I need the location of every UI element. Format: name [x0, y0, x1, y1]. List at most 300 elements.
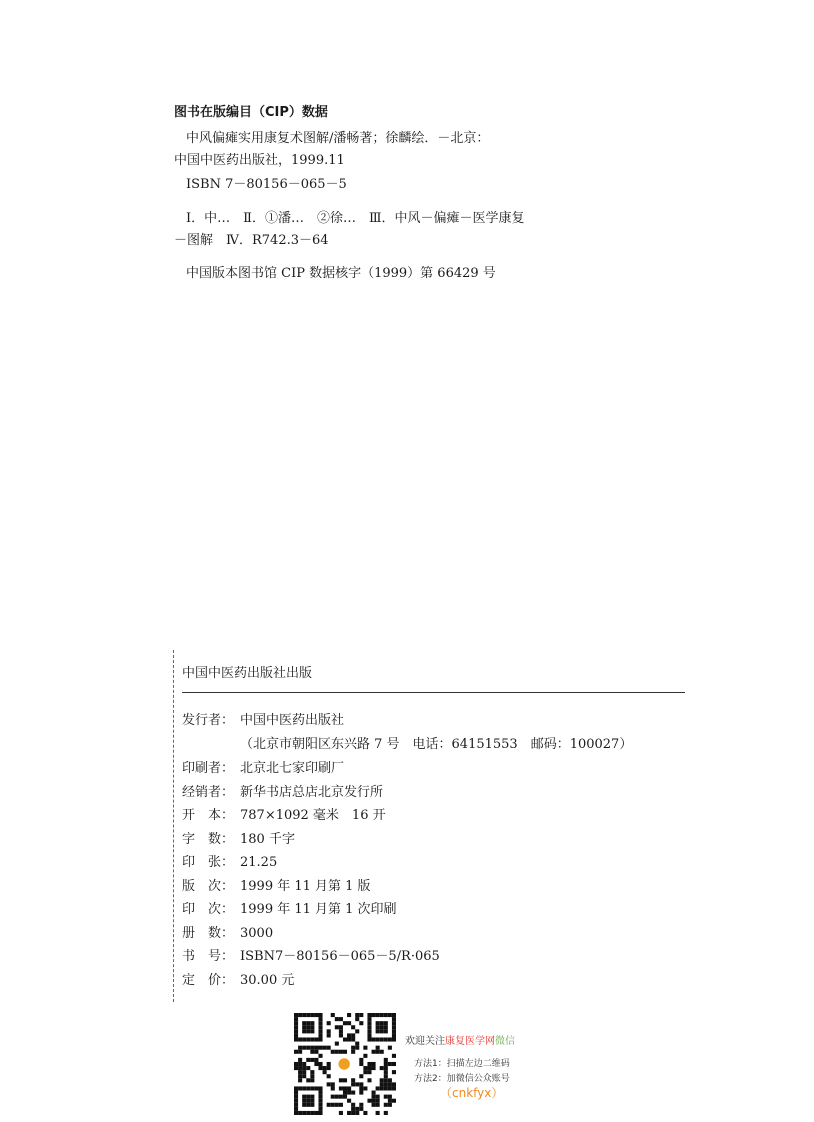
row-value: 30.00 元 — [240, 973, 295, 988]
qr-module — [314, 1013, 318, 1017]
qr-module — [384, 1066, 388, 1070]
qr-module — [372, 1037, 376, 1041]
row-value: 中国中医药出版社 — [240, 713, 345, 728]
qr-module — [335, 1050, 339, 1054]
qr-module — [347, 1033, 351, 1037]
qr-module — [392, 1021, 396, 1025]
qr-module — [331, 1050, 335, 1054]
qr-module — [384, 1058, 388, 1062]
qr-module — [314, 1058, 318, 1062]
qr-module — [310, 1037, 314, 1041]
row-value: 1999 年 11 月第 1 版 — [240, 879, 371, 894]
qr-module — [355, 1029, 359, 1033]
row-label: 印 次： — [182, 902, 235, 917]
qr-module — [306, 1111, 310, 1115]
qr-module — [384, 1037, 388, 1041]
qr-module — [347, 1099, 351, 1103]
publisher-line: 中国中医药出版社出版 — [182, 666, 313, 681]
qr-module — [298, 1058, 302, 1062]
qr-module — [306, 1013, 310, 1017]
qr-module — [392, 1017, 396, 1021]
qr-module — [302, 1046, 306, 1050]
qr-module — [343, 1021, 347, 1025]
qr-module — [331, 1103, 335, 1107]
qr-module — [347, 1091, 351, 1095]
qr-module — [339, 1111, 343, 1115]
qr-module — [323, 1066, 327, 1070]
qr-module — [388, 1095, 392, 1099]
qr-module — [294, 1029, 298, 1033]
qr-module — [323, 1046, 327, 1050]
row-label: 发行者： — [182, 713, 235, 728]
qr-module — [298, 1037, 302, 1041]
divider — [182, 692, 685, 693]
qr-module — [359, 1074, 363, 1078]
qr-module — [339, 1029, 343, 1033]
imprint-row — [182, 949, 440, 965]
qr-module — [318, 1017, 322, 1021]
qr-module — [306, 1046, 310, 1050]
qr-module — [359, 1013, 363, 1017]
qr-module — [367, 1033, 371, 1037]
qr-module — [318, 1103, 322, 1107]
qr-module — [310, 1070, 314, 1074]
qr-module — [392, 1070, 396, 1074]
qr-module — [367, 1021, 371, 1025]
qr-module — [318, 1046, 322, 1050]
qr-module — [302, 1066, 306, 1070]
qr-module — [318, 1107, 322, 1111]
qr-module — [302, 1062, 306, 1066]
qr-module — [294, 1103, 298, 1107]
qr-module — [392, 1013, 396, 1017]
qr-code — [294, 1013, 396, 1115]
qr-module — [355, 1046, 359, 1050]
qr-module — [331, 1013, 335, 1017]
qr-module — [310, 1029, 314, 1033]
qr-module — [327, 1074, 331, 1078]
qr-module — [306, 1025, 310, 1029]
qr-module — [343, 1037, 347, 1041]
qr-module — [351, 1103, 355, 1107]
qr-module — [318, 1066, 322, 1070]
imprint-row — [182, 761, 344, 777]
qr-module — [355, 1013, 359, 1017]
wechat-label: 微信 — [495, 1036, 515, 1047]
qr-module — [335, 1103, 339, 1107]
row-value: 21.25 — [240, 855, 278, 870]
qr-module — [327, 1066, 331, 1070]
qr-module — [384, 1074, 388, 1078]
row-value: 新华书店总店北京发行所 — [240, 785, 384, 800]
qr-module — [306, 1058, 310, 1062]
qr-module — [306, 1103, 310, 1107]
qr-module — [306, 1029, 310, 1033]
qr-module — [392, 1062, 396, 1066]
qr-module — [388, 1037, 392, 1041]
qr-module — [384, 1021, 388, 1025]
qr-module — [372, 1091, 376, 1095]
qr-module — [310, 1103, 314, 1107]
qr-module — [294, 1017, 298, 1021]
qr-module — [314, 1062, 318, 1066]
qr-module — [331, 1082, 335, 1086]
qr-module — [392, 1082, 396, 1086]
qr-module — [388, 1099, 392, 1103]
qr-module — [310, 1025, 314, 1029]
qr-module — [359, 1107, 363, 1111]
qr-module — [351, 1091, 355, 1095]
qr-module — [355, 1107, 359, 1111]
qr-module — [363, 1046, 367, 1050]
row-label: 版 次： — [182, 879, 235, 894]
qr-module — [376, 1050, 380, 1054]
qr-module — [310, 1095, 314, 1099]
method-1: 方法1：扫描左边二维码 — [414, 1059, 510, 1069]
qr-module — [384, 1086, 388, 1090]
qr-module — [327, 1033, 331, 1037]
qr-module — [298, 1062, 302, 1066]
qr-module — [318, 1033, 322, 1037]
qr-module — [310, 1074, 314, 1078]
qr-logo-icon — [338, 1058, 349, 1069]
qr-module — [384, 1062, 388, 1066]
qr-module — [318, 1021, 322, 1025]
qr-module — [367, 1070, 371, 1074]
qr-module — [343, 1091, 347, 1095]
qr-module — [363, 1070, 367, 1074]
cip-heading: 图书在版编目（CIP）数据 — [174, 105, 328, 120]
qr-module — [318, 1029, 322, 1033]
qr-module — [294, 1037, 298, 1041]
row-label: 经销者： — [182, 785, 235, 800]
qr-module — [310, 1046, 314, 1050]
qr-module — [388, 1062, 392, 1066]
qr-module — [318, 1062, 322, 1066]
qr-module — [302, 1029, 306, 1033]
qr-module — [380, 1021, 384, 1025]
qr-module — [318, 1013, 322, 1017]
qr-module — [294, 1021, 298, 1025]
cip-title-line: 中风偏瘫实用康复术图解/潘畅著；徐麟绘．－北京： — [186, 131, 490, 146]
welcome-text: 欢迎关注 — [405, 1036, 445, 1047]
qr-module — [306, 1099, 310, 1103]
qr-module — [376, 1025, 380, 1029]
qr-module — [351, 1037, 355, 1041]
imprint-row — [182, 808, 386, 824]
qr-module — [318, 1111, 322, 1115]
qr-module — [372, 1095, 376, 1099]
qr-module — [384, 1013, 388, 1017]
qr-module — [380, 1025, 384, 1029]
qr-module — [335, 1017, 339, 1021]
row-label: 定 价： — [182, 973, 235, 988]
qr-module — [363, 1066, 367, 1070]
cip-subjects: Ⅰ．中… Ⅱ．①潘… ②徐… Ⅲ．中风－偏瘫－医学康复 — [186, 211, 525, 226]
qr-module — [384, 1095, 388, 1099]
qr-module — [294, 1050, 298, 1054]
qr-module — [367, 1062, 371, 1066]
row-label: 册 数： — [182, 926, 235, 941]
qr-module — [306, 1066, 310, 1070]
qr-module — [339, 1050, 343, 1054]
qr-module — [294, 1095, 298, 1099]
qr-module — [388, 1082, 392, 1086]
qr-module — [392, 1086, 396, 1090]
qr-module — [298, 1086, 302, 1090]
qr-module — [380, 1050, 384, 1054]
qr-module — [302, 1025, 306, 1029]
qr-module — [302, 1021, 306, 1025]
imprint-row — [182, 713, 344, 729]
qr-module — [376, 1029, 380, 1033]
qr-module — [372, 1050, 376, 1054]
qr-module — [347, 1037, 351, 1041]
qr-module — [351, 1033, 355, 1037]
qr-module — [294, 1033, 298, 1037]
qr-module — [306, 1086, 310, 1090]
imprint-row — [182, 973, 294, 989]
qr-module — [384, 1082, 388, 1086]
qr-module — [392, 1033, 396, 1037]
qr-module — [306, 1021, 310, 1025]
qr-module — [376, 1013, 380, 1017]
qr-module — [351, 1046, 355, 1050]
qr-module — [367, 1037, 371, 1041]
qr-module — [343, 1086, 347, 1090]
qr-module — [294, 1013, 298, 1017]
qr-module — [306, 1037, 310, 1041]
qr-module — [323, 1070, 327, 1074]
qr-module — [384, 1029, 388, 1033]
qr-module — [380, 1082, 384, 1086]
qr-module — [359, 1103, 363, 1107]
qr-module — [327, 1082, 331, 1086]
qr-module — [318, 1086, 322, 1090]
qr-module — [367, 1029, 371, 1033]
qr-module — [310, 1111, 314, 1115]
qr-module — [294, 1062, 298, 1066]
qr-module — [298, 1070, 302, 1074]
qr-module — [372, 1066, 376, 1070]
qr-module — [355, 1042, 359, 1046]
qr-module — [339, 1033, 343, 1037]
qr-module — [347, 1086, 351, 1090]
imprint-row — [182, 737, 632, 753]
qr-module — [339, 1086, 343, 1090]
qr-module — [314, 1046, 318, 1050]
qr-module — [310, 1058, 314, 1062]
row-value: 1999 年 11 月第 1 次印刷 — [240, 902, 397, 917]
imprint-row — [182, 902, 397, 918]
row-label: 字 数： — [182, 832, 235, 847]
qr-module — [302, 1095, 306, 1099]
qr-module — [327, 1103, 331, 1107]
qr-module — [351, 1111, 355, 1115]
qr-module — [367, 1013, 371, 1017]
qr-module — [380, 1029, 384, 1033]
qr-module — [376, 1103, 380, 1107]
qr-module — [384, 1025, 388, 1029]
qr-module — [384, 1078, 388, 1082]
qr-module — [327, 1021, 331, 1025]
qr-module — [367, 1017, 371, 1021]
cip-number: 中国版本图书馆 CIP 数据核字（1999）第 66429 号 — [186, 266, 496, 281]
wechat-welcome — [405, 1034, 515, 1050]
qr-module — [343, 1050, 347, 1054]
imprint-row — [182, 926, 273, 942]
qr-module — [372, 1062, 376, 1066]
qr-module — [310, 1050, 314, 1054]
qr-module — [359, 1086, 363, 1090]
method-2: 方法2：加微信公众账号 — [414, 1074, 510, 1084]
imprint-row — [182, 832, 295, 848]
qr-module — [388, 1046, 392, 1050]
qr-module — [359, 1058, 363, 1062]
qr-module — [294, 1066, 298, 1070]
qr-module — [363, 1111, 367, 1115]
qr-module — [302, 1013, 306, 1017]
qr-module — [392, 1099, 396, 1103]
imprint-row — [182, 855, 277, 871]
qr-module — [294, 1111, 298, 1115]
qr-module — [355, 1017, 359, 1021]
qr-module — [298, 1013, 302, 1017]
qr-module — [327, 1062, 331, 1066]
qr-module — [298, 1050, 302, 1054]
qr-module — [372, 1099, 376, 1103]
qr-module — [380, 1066, 384, 1070]
qr-module — [384, 1070, 388, 1074]
qr-module — [380, 1086, 384, 1090]
row-value: （北京市朝阳区东兴路 7 号 电话：64151553 邮码：100027） — [240, 737, 633, 752]
qr-module — [367, 1099, 371, 1103]
qr-module — [351, 1078, 355, 1082]
qr-module — [318, 1025, 322, 1029]
qr-module — [294, 1025, 298, 1029]
qr-module — [367, 1066, 371, 1070]
qr-module — [376, 1099, 380, 1103]
qr-module — [355, 1082, 359, 1086]
qr-module — [359, 1091, 363, 1095]
qr-module — [376, 1021, 380, 1025]
qr-module — [359, 1082, 363, 1086]
qr-module — [347, 1013, 351, 1017]
qr-module — [363, 1054, 367, 1058]
qr-module — [392, 1029, 396, 1033]
qr-module — [388, 1103, 392, 1107]
qr-module — [351, 1082, 355, 1086]
qr-module — [327, 1046, 331, 1050]
qr-module — [351, 1107, 355, 1111]
qr-module — [355, 1111, 359, 1115]
qr-module — [384, 1103, 388, 1107]
cip-isbn: ISBN 7－80156－065－5 — [186, 177, 347, 192]
qr-module — [318, 1091, 322, 1095]
qr-module — [367, 1025, 371, 1029]
cip-publisher-line: 中国中医药出版社，1999.11 — [174, 153, 345, 168]
qr-module — [314, 1037, 318, 1041]
qr-module — [327, 1029, 331, 1033]
qr-module — [392, 1037, 396, 1041]
qr-module — [310, 1099, 314, 1103]
qr-module — [310, 1013, 314, 1017]
qr-module — [306, 1078, 310, 1082]
row-label: 印刷者： — [182, 761, 235, 776]
qr-module — [347, 1021, 351, 1025]
qr-module — [302, 1099, 306, 1103]
qr-module — [298, 1046, 302, 1050]
qr-module — [367, 1078, 371, 1082]
qr-module — [343, 1095, 347, 1099]
qr-module — [339, 1017, 343, 1021]
qr-module — [339, 1103, 343, 1107]
row-label: 印 张： — [182, 855, 235, 870]
qr-module — [380, 1078, 384, 1082]
row-value: 3000 — [240, 926, 274, 941]
qr-module — [331, 1095, 335, 1099]
qr-module — [302, 1103, 306, 1107]
qr-module — [314, 1086, 318, 1090]
qr-module — [335, 1025, 339, 1029]
qr-module — [351, 1025, 355, 1029]
qr-module — [388, 1086, 392, 1090]
qr-module — [314, 1050, 318, 1054]
cip-subjects-cont: －图解 Ⅳ．R742.3－64 — [174, 233, 329, 248]
qr-module — [331, 1086, 335, 1090]
qr-module — [339, 1078, 343, 1082]
qr-module — [310, 1086, 314, 1090]
qr-module — [314, 1111, 318, 1115]
qr-module — [302, 1111, 306, 1115]
qr-module — [298, 1066, 302, 1070]
row-value: 787×1092 毫米 16 开 — [240, 808, 386, 823]
qr-module — [298, 1074, 302, 1078]
qr-module — [294, 1107, 298, 1111]
margin-line — [173, 650, 174, 1002]
row-value: 180 千字 — [240, 832, 295, 847]
qr-module — [376, 1086, 380, 1090]
qr-module — [302, 1037, 306, 1041]
row-value: 北京北七家印刷厂 — [240, 761, 345, 776]
qr-module — [376, 1095, 380, 1099]
qr-module — [302, 1086, 306, 1090]
qr-module — [318, 1054, 322, 1058]
qr-module — [310, 1078, 314, 1082]
qr-module — [359, 1062, 363, 1066]
imprint-row — [182, 879, 371, 895]
qr-module — [294, 1091, 298, 1095]
row-label: 书 号： — [182, 949, 235, 964]
qr-module — [359, 1021, 363, 1025]
qr-module — [376, 1037, 380, 1041]
qr-module — [294, 1099, 298, 1103]
qr-module — [392, 1025, 396, 1029]
qr-module — [339, 1095, 343, 1099]
qr-module — [335, 1095, 339, 1099]
qr-module — [306, 1095, 310, 1099]
qr-module — [388, 1078, 392, 1082]
brand-name: 康复医学网 — [445, 1036, 495, 1047]
qr-module — [363, 1086, 367, 1090]
qr-module — [294, 1086, 298, 1090]
row-value: ISBN7－80156－065－5/R·065 — [240, 949, 440, 964]
qr-module — [351, 1050, 355, 1054]
qr-module — [335, 1042, 339, 1046]
qr-module — [392, 1054, 396, 1058]
qr-module — [310, 1021, 314, 1025]
qr-module — [318, 1095, 322, 1099]
